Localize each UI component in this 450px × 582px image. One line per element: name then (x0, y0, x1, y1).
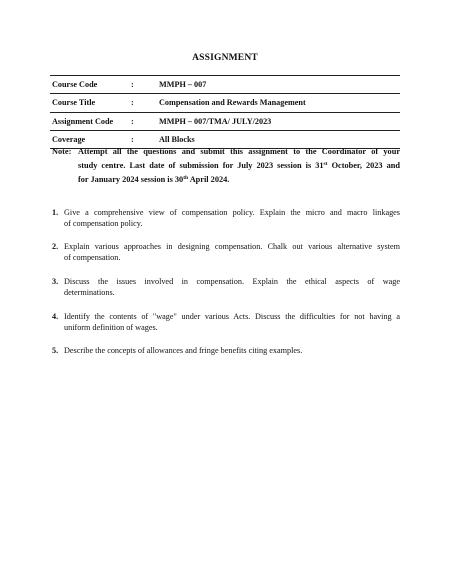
course-code-separator: : (131, 80, 134, 89)
note-line-3-end: April 2024. (188, 175, 230, 184)
question-line: determinations. (64, 288, 115, 298)
question-text (64, 345, 400, 356)
submission-note (50, 145, 400, 187)
note-line-3 (78, 173, 400, 187)
document-heading: ASSIGNMENT (192, 53, 258, 63)
question-number: 5. (52, 346, 59, 355)
coverage-separator: : (131, 134, 134, 144)
question-line: Discuss the issues involved in compensation. Explain the ethical aspects of wage (64, 277, 400, 286)
assignment-code-label: Assignment Code (52, 116, 114, 126)
question-text (64, 207, 400, 229)
question-line: Explain various approaches in designing compensation. Chalk out various alternative system (64, 242, 400, 251)
note-line-2-start: study centre. Last date of submission for July 2023 session is 31 (78, 161, 324, 170)
question-item (50, 345, 400, 356)
note-line-2-end: October, 2023 and (327, 161, 400, 170)
question-text (64, 276, 400, 298)
note-line-3-start: for January 2024 session is 30 (78, 175, 184, 184)
question-line: of compensation. (64, 253, 121, 263)
question-number: 3. (52, 277, 59, 286)
course-info-block (50, 75, 400, 149)
course-title-label: Course Title (52, 98, 96, 108)
question-line: Identify the contents of "wage" under various Acts. Discuss the difficulties for not having a (64, 312, 400, 321)
course-code-label: Course Code (52, 80, 98, 89)
ordinal-superscript: th (183, 175, 189, 181)
assignment-code-value: MMPH – 007/TMA/ JULY/2023 (159, 116, 272, 126)
course-code-row (50, 76, 400, 93)
question-number: 1. (52, 208, 59, 217)
course-title-separator: : (131, 98, 134, 108)
assignment-code-row (50, 113, 400, 130)
question-number: 4. (52, 312, 59, 321)
question-item (50, 276, 400, 298)
question-item (50, 241, 400, 263)
ordinal-superscript: st (323, 161, 328, 167)
coverage-value: All Blocks (159, 134, 195, 144)
question-item (50, 207, 400, 229)
coverage-label: Coverage (52, 134, 86, 144)
note-text (78, 145, 400, 187)
note-line-2 (78, 159, 400, 173)
assignment-code-separator: : (131, 116, 134, 126)
question-line: of compensation policy. (64, 219, 143, 229)
course-title-value: Compensation and Rewards Management (159, 98, 306, 108)
question-item (50, 311, 400, 333)
question-line: uniform definition of wages. (64, 323, 158, 333)
question-number: 2. (52, 242, 59, 251)
question-line: Describe the concepts of allowances and fringe benefits citing examples. (64, 346, 303, 355)
course-code-value: MMPH – 007 (159, 80, 207, 89)
question-text (64, 241, 400, 263)
note-label: Note: (52, 147, 72, 156)
question-text (64, 311, 400, 333)
question-line: Give a comprehensive view of compensation policy. Explain the micro and macro linkages (64, 208, 400, 217)
note-line-1: Attempt all the questions and submit this assignment to the Coordinator of your (78, 147, 400, 156)
course-title-row (50, 94, 400, 111)
